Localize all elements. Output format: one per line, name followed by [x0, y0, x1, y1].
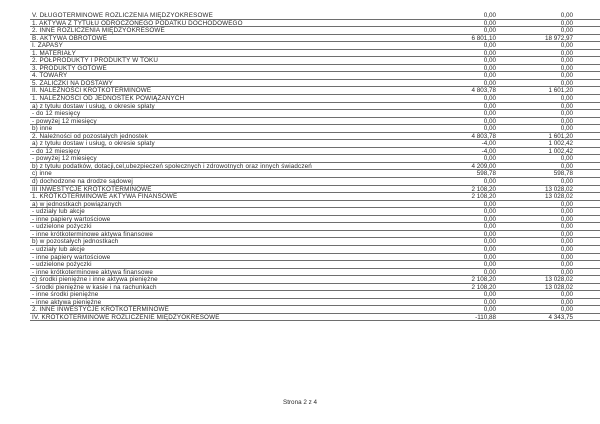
row-value-previous: 18 972,97	[544, 34, 573, 42]
row-value-previous: 4 343,75	[548, 313, 573, 321]
row-label: 1. MATERIAŁY	[32, 49, 77, 57]
row-value-current: 0,00	[483, 238, 496, 246]
row-value-current: 2 108,20	[471, 193, 496, 201]
row-value-previous: 1 601,20	[548, 132, 573, 140]
row-value-previous: 0,00	[560, 245, 573, 253]
row-value-current: 0,00	[483, 95, 496, 103]
row-value-current: 0,00	[483, 57, 496, 65]
table-row	[30, 261, 600, 269]
table-row	[30, 178, 600, 186]
row-value-current: 0,00	[483, 12, 496, 19]
row-value-current: 0,00	[483, 79, 496, 87]
row-label: - do 12 miesięcy	[32, 147, 81, 155]
row-label: - inne krótkoterminowe aktywa finansowe	[32, 268, 153, 276]
row-value-previous: 0,00	[560, 125, 573, 133]
row-value-previous: 0,00	[560, 155, 573, 163]
row-value-current: 0,00	[483, 49, 496, 57]
table-row	[30, 254, 600, 262]
table-row	[30, 314, 600, 322]
row-label: 1. NALEŻNOŚCI OD JEDNOSTEK POWIĄZANYCH	[32, 95, 185, 103]
table-row	[30, 148, 600, 156]
row-value-current: 0,00	[483, 102, 496, 110]
table-row	[30, 269, 600, 277]
row-value-previous: 0,00	[560, 268, 573, 276]
row-value-previous: 0,00	[560, 253, 573, 261]
balance-sheet-table	[30, 12, 600, 321]
row-label: V. DŁUGOTERMINOWE ROZLICZENIA MIĘDZYOKRESOWE	[32, 12, 213, 19]
row-value-previous: 0,00	[560, 238, 573, 246]
row-value-previous: 1 002,42	[548, 147, 573, 155]
row-value-previous: 0,00	[560, 230, 573, 238]
row-label: II. NALEŻNOŚCI KRÓTKOTERMINOWE	[32, 87, 152, 95]
table-row	[30, 276, 600, 284]
row-value-current: 0,00	[483, 117, 496, 125]
row-value-previous: 13 028,02	[544, 283, 573, 291]
table-row	[30, 238, 600, 246]
row-value-previous: 1 601,20	[548, 87, 573, 95]
table-row	[30, 231, 600, 239]
row-label: b) w pozostałych jednostkach	[32, 238, 119, 246]
table-row	[30, 246, 600, 254]
table-row	[30, 118, 600, 126]
row-value-current: 0,00	[483, 27, 496, 35]
row-value-current: 0,00	[483, 200, 496, 208]
row-value-previous: 0,00	[560, 110, 573, 118]
row-value-previous: 0,00	[560, 12, 573, 19]
row-label: b) z tytułu podatków, dotacji,cel,ubezpieczeń społecznych i zdrowotnych oraz innych świadczeń	[32, 162, 312, 170]
row-value-previous: 0,00	[560, 291, 573, 299]
row-label: d) dochodzone na drodze sądowej	[32, 178, 133, 186]
row-value-previous: 0,00	[560, 261, 573, 269]
row-value-previous: 0,00	[560, 79, 573, 87]
row-value-current: 4 209,00	[471, 162, 496, 170]
table-row	[30, 163, 600, 171]
row-label: 1. KRÓTKOTERMINOWE AKTYWA FINANSOWE	[32, 193, 178, 201]
table-row	[30, 170, 600, 178]
row-value-current: -110,88	[475, 313, 496, 321]
table-row	[30, 57, 600, 65]
row-value-current: 0,00	[483, 245, 496, 253]
row-value-previous: 0,00	[560, 223, 573, 231]
row-value-previous: 0,00	[560, 49, 573, 57]
row-value-previous: 0,00	[560, 215, 573, 223]
table-row	[30, 291, 600, 299]
row-value-current: 2 108,20	[471, 185, 496, 193]
row-value-previous: 0,00	[560, 178, 573, 186]
row-label: - udziały lub akcje	[32, 208, 85, 216]
table-row	[30, 87, 600, 95]
row-label: 2. INNE INWESTYCJE KRÓTKOTERMINOWE	[32, 306, 169, 314]
row-label: - inne aktywa pieniężne	[32, 298, 102, 306]
row-value-previous: 0,00	[560, 208, 573, 216]
row-label: c) środki pieniężne i inne aktywa pieniężne	[32, 276, 158, 284]
row-label: 4. TOWARY	[32, 72, 68, 80]
row-value-previous: 0,00	[560, 19, 573, 27]
row-value-current: 598,78	[476, 170, 496, 178]
row-label: B. AKTYWA OBROTOWE	[32, 34, 108, 42]
row-value-previous: 0,00	[560, 298, 573, 306]
row-label: b) inne	[32, 125, 53, 133]
row-label: - powyżej 12 miesięcy	[32, 155, 97, 163]
row-label: 2. PÓŁPRODUKTY I PRODUKTY W TOKU	[32, 57, 159, 65]
row-value-current: 0,00	[483, 291, 496, 299]
row-value-current: 0,00	[483, 298, 496, 306]
row-value-current: 0,00	[483, 42, 496, 50]
row-value-previous: 13 028,02	[544, 193, 573, 201]
table-row	[30, 186, 600, 194]
row-value-current: -4,00	[481, 140, 496, 148]
row-value-previous: 1 002,42	[548, 140, 573, 148]
table-row	[30, 35, 600, 43]
table-row	[30, 306, 600, 314]
row-value-current: -4,00	[481, 147, 496, 155]
row-value-current: 0,00	[483, 230, 496, 238]
row-label: 2. Należności od pozostałych jednostek	[32, 132, 148, 140]
row-value-previous: 0,00	[560, 72, 573, 80]
row-value-previous: 0,00	[560, 42, 573, 50]
table-row	[30, 12, 600, 20]
row-label: - do 12 miesięcy	[32, 110, 81, 118]
table-row	[30, 284, 600, 292]
row-label: 1. AKTYWA Z TYTUŁU ODROCZONEGO PODATKU DOCHODOWEGO	[32, 19, 243, 27]
table-row	[30, 155, 600, 163]
table-row	[30, 110, 600, 118]
row-value-previous: 0,00	[560, 95, 573, 103]
row-label: - udzielone pożyczki	[32, 261, 92, 269]
table-row	[30, 27, 600, 35]
row-label: a) z tytułu dostaw i usług, o okresie spłaty	[32, 140, 155, 148]
row-label: - udziały lub akcje	[32, 245, 85, 253]
row-label: I. ZAPASY	[32, 42, 63, 50]
row-value-current: 0,00	[483, 223, 496, 231]
row-label: 2. INNE ROZLICZENIA MIĘDZYOKRESOWE	[32, 27, 165, 35]
row-label: 5. ZALICZKI NA DOSTAWY	[32, 79, 113, 87]
table-row	[30, 140, 600, 148]
page-number: Strona 2 z 4	[283, 399, 317, 406]
row-value-current: 0,00	[483, 110, 496, 118]
row-label: 3. PRODUKTY GOTOWE	[32, 64, 107, 72]
row-value-previous: 0,00	[560, 64, 573, 72]
row-value-current: 0,00	[483, 208, 496, 216]
row-label: c) inne	[32, 170, 52, 178]
row-label: - środki pieniężne w kasie i na rachunkach	[32, 283, 157, 291]
row-value-current: 0,00	[483, 253, 496, 261]
row-value-previous: 0,00	[560, 57, 573, 65]
row-label: a) w jednostkach powiązanych	[32, 200, 122, 208]
row-value-previous: 0,00	[560, 117, 573, 125]
table-row	[30, 65, 600, 73]
row-label: a) z tytułu dostaw i usług, o okresie spłaty	[32, 102, 155, 110]
row-value-previous: 0,00	[560, 162, 573, 170]
table-row	[30, 223, 600, 231]
row-value-current: 0,00	[483, 64, 496, 72]
row-value-current: 0,00	[483, 155, 496, 163]
row-value-current: 2 108,20	[471, 276, 496, 284]
table-row	[30, 20, 600, 28]
row-value-previous: 13 028,02	[544, 185, 573, 193]
row-value-current: 0,00	[483, 178, 496, 186]
row-value-current: 0,00	[483, 268, 496, 276]
table-row	[30, 133, 600, 141]
row-value-current: 0,00	[483, 215, 496, 223]
table-row	[30, 208, 600, 216]
table-row	[30, 42, 600, 50]
table-row	[30, 193, 600, 201]
table-row	[30, 201, 600, 209]
row-label: - inne środki pieniężne	[32, 291, 99, 299]
row-label: - powyżej 12 miesięcy	[32, 117, 97, 125]
table-row	[30, 216, 600, 224]
row-value-current: 2 108,20	[471, 283, 496, 291]
row-label: - inne papiery wartościowe	[32, 253, 111, 261]
row-value-previous: 598,78	[553, 170, 573, 178]
row-value-previous: 0,00	[560, 27, 573, 35]
row-label: III INWESTYCJE KRÓTKOTERMINOWE	[32, 185, 152, 193]
table-row	[30, 103, 600, 111]
table-row	[30, 95, 600, 103]
row-label: - inne papiery wartościowe	[32, 215, 111, 223]
row-value-current: 4 803,78	[471, 87, 496, 95]
row-value-current: 0,00	[483, 306, 496, 314]
row-value-previous: 0,00	[560, 200, 573, 208]
row-value-current: 0,00	[483, 19, 496, 27]
row-value-previous: 0,00	[560, 306, 573, 314]
row-label: - inne krótkoterminowe aktywa finansowe	[32, 230, 153, 238]
row-value-previous: 13 028,02	[544, 276, 573, 284]
row-label: IV. KRÓTKOTERMINOWE ROZLICZENIE MIĘDZYOKRESOWE	[32, 313, 220, 321]
row-value-current: 4 803,78	[471, 132, 496, 140]
row-value-current: 6 801,10	[471, 34, 496, 42]
row-value-current: 0,00	[483, 125, 496, 133]
row-value-current: 0,00	[483, 72, 496, 80]
table-row	[30, 125, 600, 133]
row-value-current: 0,00	[483, 261, 496, 269]
table-row	[30, 72, 600, 80]
row-label: - udzielone pożyczki	[32, 223, 92, 231]
row-value-previous: 0,00	[560, 102, 573, 110]
